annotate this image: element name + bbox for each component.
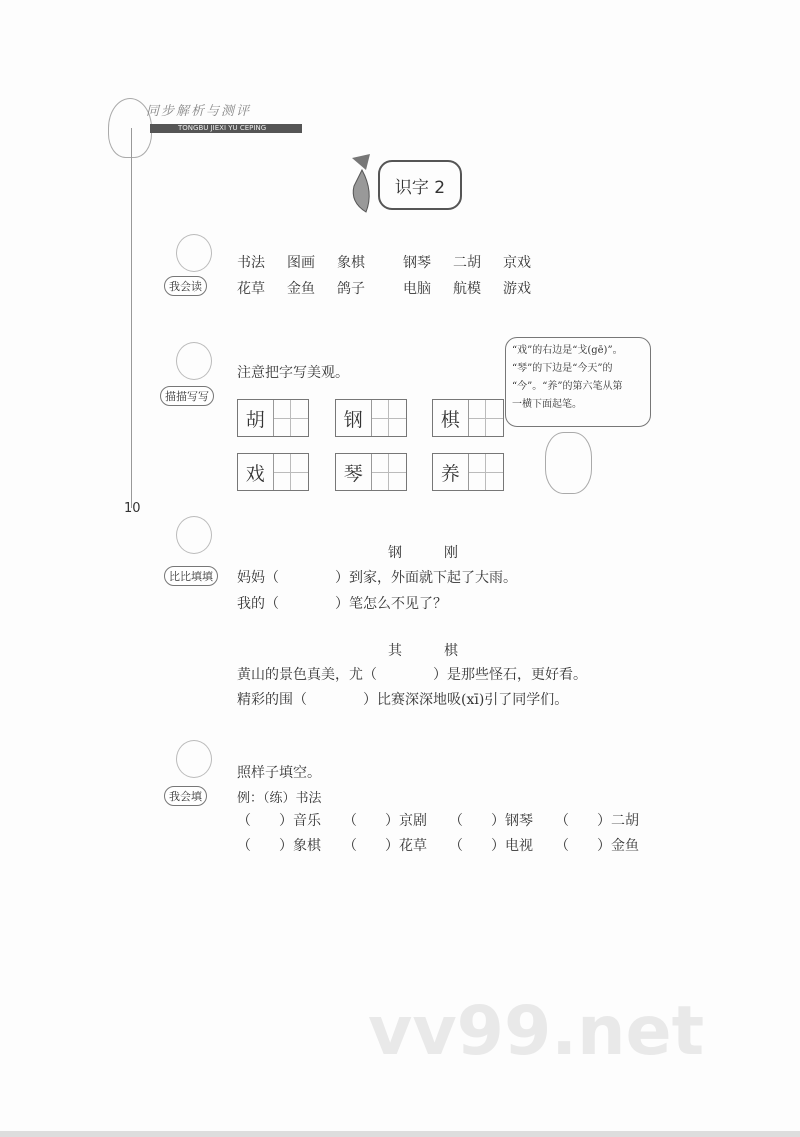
word: 象棋 — [337, 255, 365, 271]
margin-line — [131, 128, 132, 508]
writing-cell[interactable] — [274, 454, 309, 490]
fill-sentence: 精彩的围（ ）比赛深深地吸(xī)引了同学们。 — [237, 692, 569, 708]
word-row — [237, 276, 553, 302]
fill-item[interactable]: （ ）二胡 — [555, 813, 639, 829]
child-illustration — [176, 740, 212, 778]
choice-pair: 钢 刚 — [388, 545, 458, 561]
fill-sentence: 我的（ ）笔怎么不见了？ — [237, 596, 447, 612]
word-list — [237, 250, 553, 302]
model-char: 养 — [433, 454, 469, 490]
series-pinyin-bar: TONGBU JIEXI YU CEPING — [150, 124, 302, 133]
writing-grid[interactable] — [432, 399, 504, 437]
section-badge: 比比填填 — [164, 566, 218, 586]
model-char: 胡 — [238, 400, 274, 436]
section-badge: 我会填 — [164, 786, 207, 806]
instruction: 注意把字写美观。 — [237, 365, 349, 381]
fill-item[interactable]: （ ）花草 — [343, 838, 427, 854]
word: 京戏 — [503, 255, 531, 271]
writing-cell[interactable] — [469, 400, 504, 436]
fill-sentence: 妈妈（ ）到家，外面就下起了大雨。 — [237, 570, 517, 586]
tip-line: “琴”的下边是“今天”的 — [512, 363, 613, 374]
word: 花草 — [237, 281, 265, 297]
page-number: 10 — [124, 501, 141, 516]
fill-item[interactable]: （ ）象棋 — [237, 838, 321, 854]
flower-icon — [348, 152, 376, 214]
word-row — [237, 250, 553, 276]
writing-grid[interactable] — [237, 399, 309, 437]
fill-sentence: 黄山的景色真美，尤（ ）是那些怪石，更好看。 — [237, 667, 587, 683]
writing-cell[interactable] — [274, 400, 309, 436]
example: 例：（练）书法 — [237, 791, 322, 806]
fill-row — [237, 810, 639, 830]
fill-item[interactable]: （ ）金鱼 — [555, 838, 639, 854]
child-illustration — [176, 342, 212, 380]
child-illustration — [176, 234, 212, 272]
fill-item[interactable]: （ ）电视 — [449, 838, 533, 854]
section-badge: 描描写写 — [160, 386, 214, 406]
teacher-illustration — [545, 432, 592, 494]
tip-line: 一横下面起笔。 — [512, 399, 582, 410]
tip-line: “戏”的右边是“戈(gē)”。 — [512, 345, 623, 356]
instruction: 照样子填空。 — [237, 765, 321, 781]
watermark: vv99.net — [368, 992, 705, 1071]
word: 图画 — [287, 255, 315, 271]
model-char: 戏 — [238, 454, 274, 490]
model-char: 棋 — [433, 400, 469, 436]
choice-pair: 其 棋 — [388, 643, 458, 659]
fill-item[interactable]: （ ）音乐 — [237, 813, 321, 829]
word: 书法 — [237, 255, 265, 271]
writing-grid[interactable] — [335, 453, 407, 491]
word: 鸽子 — [337, 281, 365, 297]
page-bottom-edge — [0, 1131, 800, 1137]
writing-cell[interactable] — [372, 400, 407, 436]
word: 游戏 — [503, 281, 531, 297]
word: 电脑 — [403, 281, 431, 297]
lesson-title: 识字 2 — [378, 160, 462, 210]
writing-grid[interactable] — [237, 453, 309, 491]
word: 金鱼 — [287, 281, 315, 297]
child-illustration — [176, 516, 212, 554]
tip-speech-bubble — [505, 337, 651, 427]
word: 二胡 — [453, 255, 481, 271]
writing-grid[interactable] — [335, 399, 407, 437]
writing-grid[interactable] — [432, 453, 504, 491]
series-title: 同步解析与测评 — [146, 104, 252, 119]
word: 航模 — [453, 281, 481, 297]
writing-cell[interactable] — [469, 454, 504, 490]
model-char: 琴 — [336, 454, 372, 490]
fill-item[interactable]: （ ）钢琴 — [449, 813, 533, 829]
tip-line: “今”。“养”的第六笔从第 — [512, 381, 623, 392]
section-badge: 我会读 — [164, 276, 207, 296]
fill-row — [237, 835, 639, 855]
fill-item[interactable]: （ ）京剧 — [343, 813, 427, 829]
model-char: 钢 — [336, 400, 372, 436]
word: 钢琴 — [403, 255, 431, 271]
writing-cell[interactable] — [372, 454, 407, 490]
